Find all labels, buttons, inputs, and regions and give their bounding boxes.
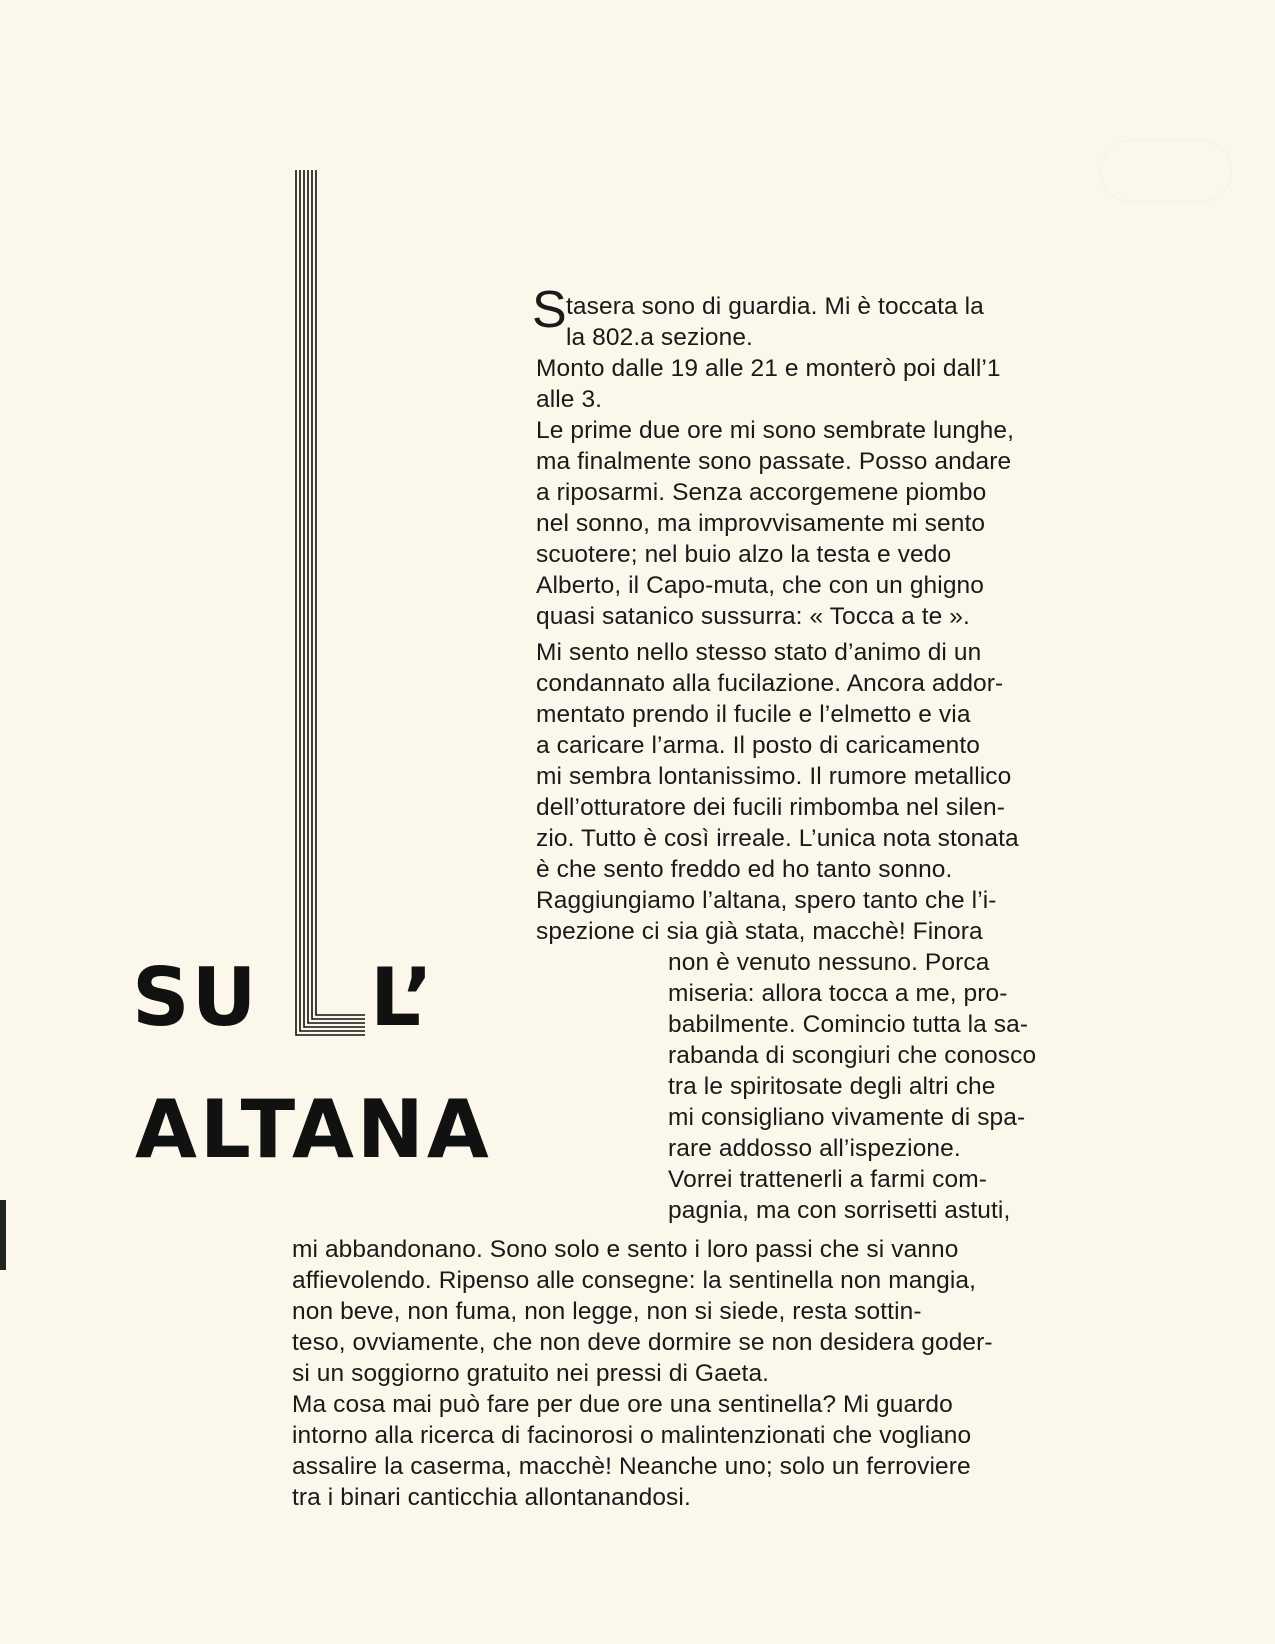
text-line: Monto dalle 19 alle 21 e monterò poi dall’1 bbox=[536, 355, 1001, 382]
text-line: quasi satanico sussurra: « Tocca a te ». bbox=[536, 603, 970, 630]
text-line: Le prime due ore mi sono sembrate lunghe, bbox=[536, 417, 1015, 444]
text-line: Raggiungiamo l’altana, spero tanto che l’i- bbox=[536, 887, 997, 914]
title-l-apostrophe: L’ bbox=[370, 951, 433, 1044]
text-line: non beve, non fuma, non legge, non si siede, resta sottin- bbox=[292, 1298, 922, 1325]
text-line: a caricare l’arma. Il posto di caricamento bbox=[536, 732, 981, 759]
text-line: babilmente. Comincio tutta la sa- bbox=[668, 1011, 1029, 1038]
text-line: affievolendo. Ripenso alle consegne: la sentinella non mangia, bbox=[292, 1267, 977, 1294]
text-line: intorno alla ricerca di facinorosi o malintenzionati che vogliano bbox=[292, 1422, 972, 1449]
text-line: rare addosso all’ispezione. bbox=[668, 1135, 961, 1162]
text-line: è che sento freddo ed ho tanto sonno. bbox=[536, 856, 953, 883]
text-line: tasera sono di guardia. Mi è toccata la bbox=[566, 293, 984, 320]
title-altana: ALTANA bbox=[135, 1083, 492, 1176]
text-line: teso, ovviamente, che non deve dormire se non desidera goder- bbox=[292, 1329, 993, 1356]
text-line: mentato prendo il fucile e l’elmetto e via bbox=[536, 701, 971, 728]
text-line: ma finalmente sono passate. Posso andare bbox=[536, 448, 1012, 475]
text-line: la 802.a sezione. bbox=[566, 324, 753, 351]
text-line: dell’otturatore dei fucili rimbomba nel silen- bbox=[536, 794, 1005, 821]
text-line: scuotere; nel buio alzo la testa e vedo bbox=[536, 541, 952, 568]
text-line: Mi sento nello stesso stato d’animo di un bbox=[536, 639, 982, 666]
text-line: zio. Tutto è così irreale. L’unica nota stonata bbox=[536, 825, 1019, 852]
text-line: spezione ci sia già stata, macchè! Finora bbox=[536, 918, 983, 945]
text-line: non è venuto nessuno. Porca bbox=[668, 949, 990, 976]
text-line: a riposarmi. Senza accorgemene piombo bbox=[536, 479, 987, 506]
text-line: si un soggiorno gratuito nei pressi di Gaeta. bbox=[292, 1360, 770, 1387]
text-line: Vorrei trattenerli a farmi com- bbox=[668, 1166, 987, 1193]
text-line: pagnia, ma con sorrisetti astuti, bbox=[668, 1197, 1011, 1224]
text-line: nel sonno, ma improvvisamente mi sento bbox=[536, 510, 986, 537]
drop-cap: S bbox=[532, 281, 567, 339]
title-su: SU bbox=[132, 951, 259, 1044]
text-line: rabanda di scongiuri che conosco bbox=[668, 1042, 1037, 1069]
text-line: alle 3. bbox=[536, 386, 603, 413]
text-line: miseria: allora tocca a me, pro- bbox=[668, 980, 1008, 1007]
text-line: mi sembra lontanissimo. Il rumore metallico bbox=[536, 763, 1012, 790]
text-line: tra le spiritosate degli altri che bbox=[668, 1073, 996, 1100]
text-line: assalire la caserma, macchè! Neanche uno; solo un ferroviere bbox=[292, 1453, 971, 1480]
text-line: mi consigliano vivamente di spa- bbox=[668, 1104, 1026, 1131]
text-line: Ma cosa mai può fare per due ore una sentinella? Mi guardo bbox=[292, 1391, 953, 1418]
text-line: tra i binari canticchia allontanandosi. bbox=[292, 1484, 691, 1511]
text-line: Alberto, il Capo-muta, che con un ghigno bbox=[536, 572, 984, 599]
text-line: condannato alla fucilazione. Ancora addor- bbox=[536, 670, 1004, 697]
text-line: mi abbandonano. Sono solo e sento i loro passi che si vanno bbox=[292, 1236, 959, 1263]
